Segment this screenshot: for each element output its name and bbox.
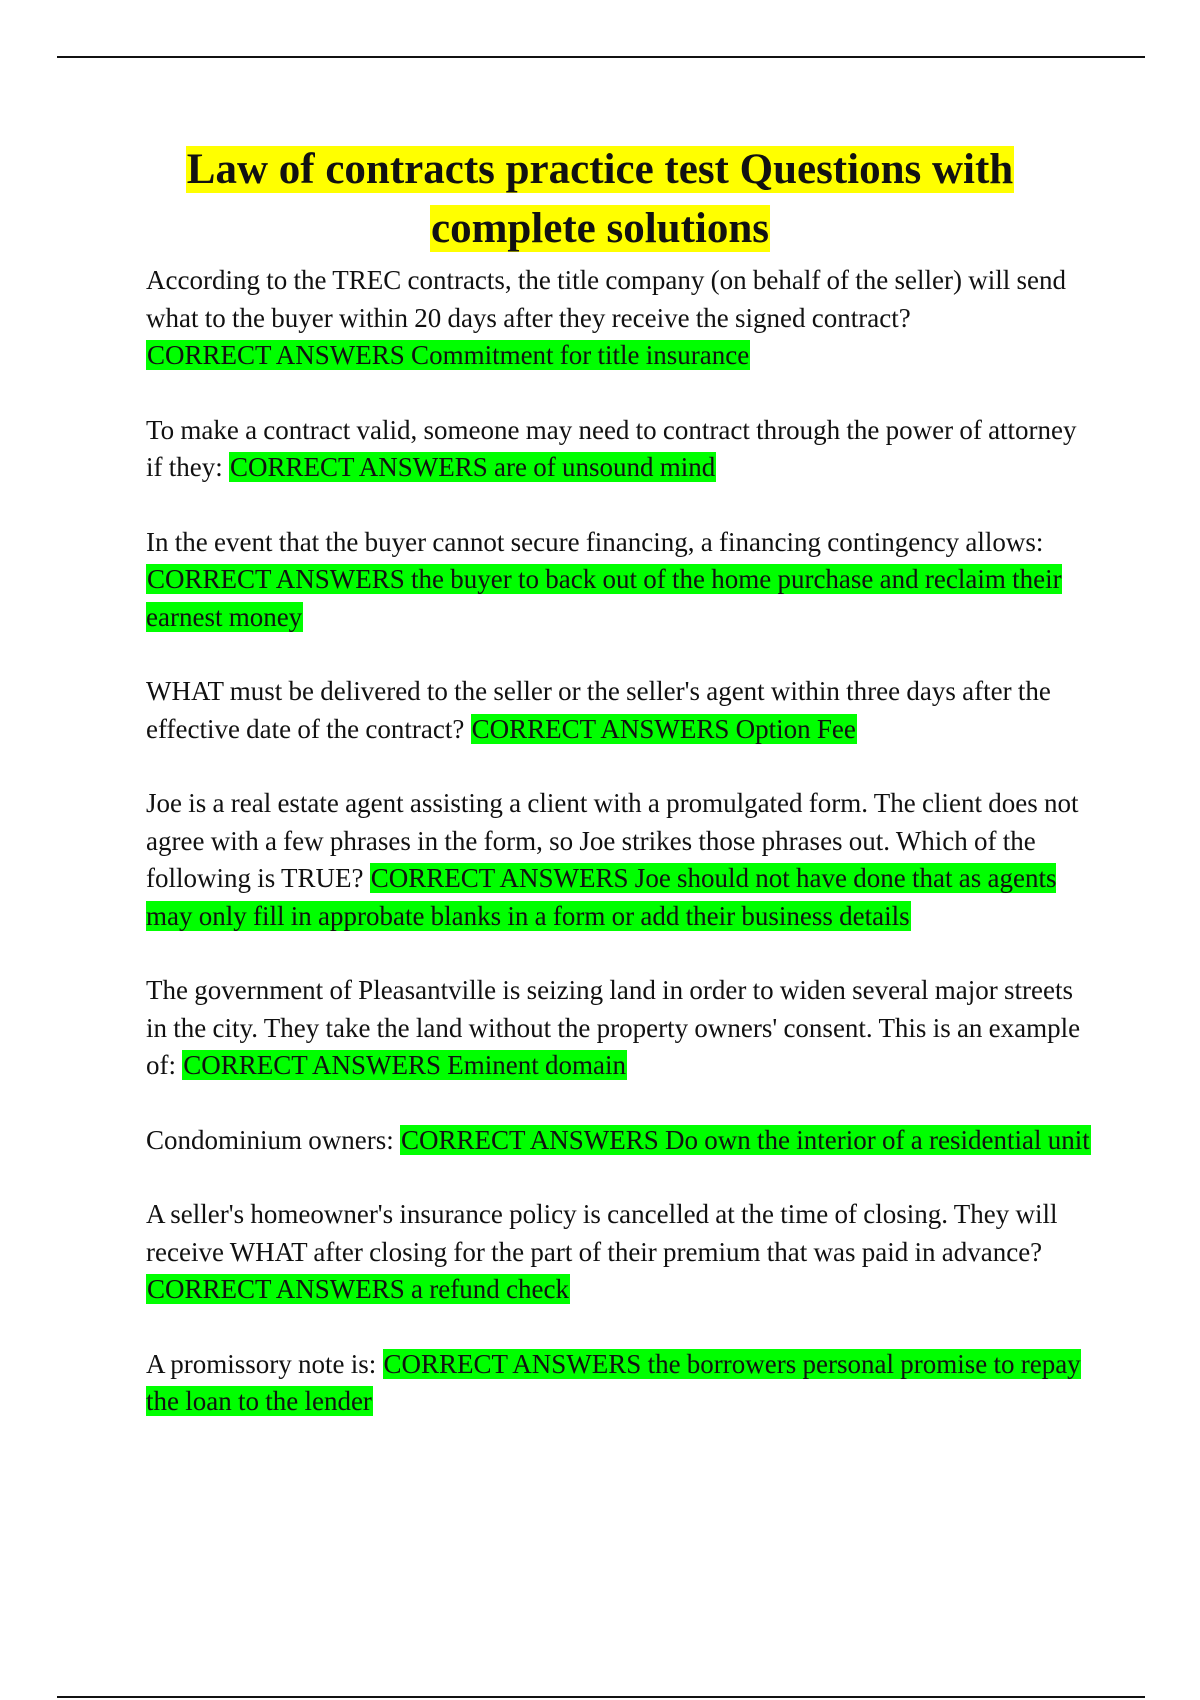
qa-item-1	[146, 262, 1091, 375]
answer-text: CORRECT ANSWERS a refund check	[147, 1274, 569, 1304]
answer-text: CORRECT ANSWERS the borrowers personal promise to repay the loan to the lender	[146, 1348, 1081, 1416]
bottom-rule	[57, 1696, 1145, 1698]
qa-item-7	[146, 1122, 1091, 1160]
answer-text: CORRECT ANSWERS are of unsound mind	[229, 452, 716, 482]
qa-list	[146, 262, 1091, 1458]
document-title	[100, 140, 1100, 258]
top-rule	[57, 56, 1145, 58]
answer-text: CORRECT ANSWERS Joe should not have done that as agents may only fill in approbate blanks in a form or add their business details	[146, 863, 1057, 931]
title-line-1: Law of contracts practice test Questions with	[186, 146, 1014, 193]
title-line-2: complete solutions	[430, 205, 770, 252]
qa-item-4	[146, 673, 1091, 748]
qa-item-8	[146, 1196, 1091, 1309]
qa-item-3	[146, 524, 1091, 637]
question-text: A promissory note is:	[146, 1348, 377, 1379]
question-text: In the event that the buyer cannot secure financing, a financing contingency allows:	[146, 526, 1044, 557]
question-text: According to the TREC contracts, the title company (on behalf of the seller) will send what to the buyer within 20 days after they receive the signed contract?	[146, 265, 1066, 333]
answer-text: CORRECT ANSWERS Do own the interior of a residential unit	[401, 1124, 1090, 1155]
answer-text: CORRECT ANSWERS Option Fee	[471, 713, 856, 744]
question-text: Joe is a real estate agent assisting a client with a promulgated form. The client does not agree with a few phrases in the form, so Joe strikes those phrases out. Which of the following is TRUE?	[146, 788, 1079, 893]
qa-item-2	[146, 412, 1091, 487]
question-text: Condominium owners:	[146, 1124, 394, 1155]
question-text: The government of Pleasantville is seizing land in order to widen several major streets in the city. They take the land without the property owners' consent. This is an example of:	[146, 975, 1081, 1080]
qa-item-5	[146, 785, 1091, 935]
question-text: WHAT must be delivered to the seller or the seller's agent within three days after the effective date of the contract?	[146, 676, 1051, 744]
answer-text: CORRECT ANSWERS Commitment for title insurance	[147, 340, 750, 370]
qa-item-9	[146, 1346, 1091, 1421]
qa-item-6	[146, 972, 1091, 1085]
answer-text: CORRECT ANSWERS Eminent domain	[183, 1050, 627, 1080]
question-text: A seller's homeowner's insurance policy is cancelled at the time of closing. They will receive WHAT after closing for the part of their premium that was paid in advance?	[146, 1199, 1058, 1267]
answer-text: CORRECT ANSWERS the buyer to back out of the home purchase and reclaim their earnest money	[146, 564, 1062, 632]
question-text: To make a contract valid, someone may need to contract through the power of attorney if they:	[146, 414, 1077, 482]
